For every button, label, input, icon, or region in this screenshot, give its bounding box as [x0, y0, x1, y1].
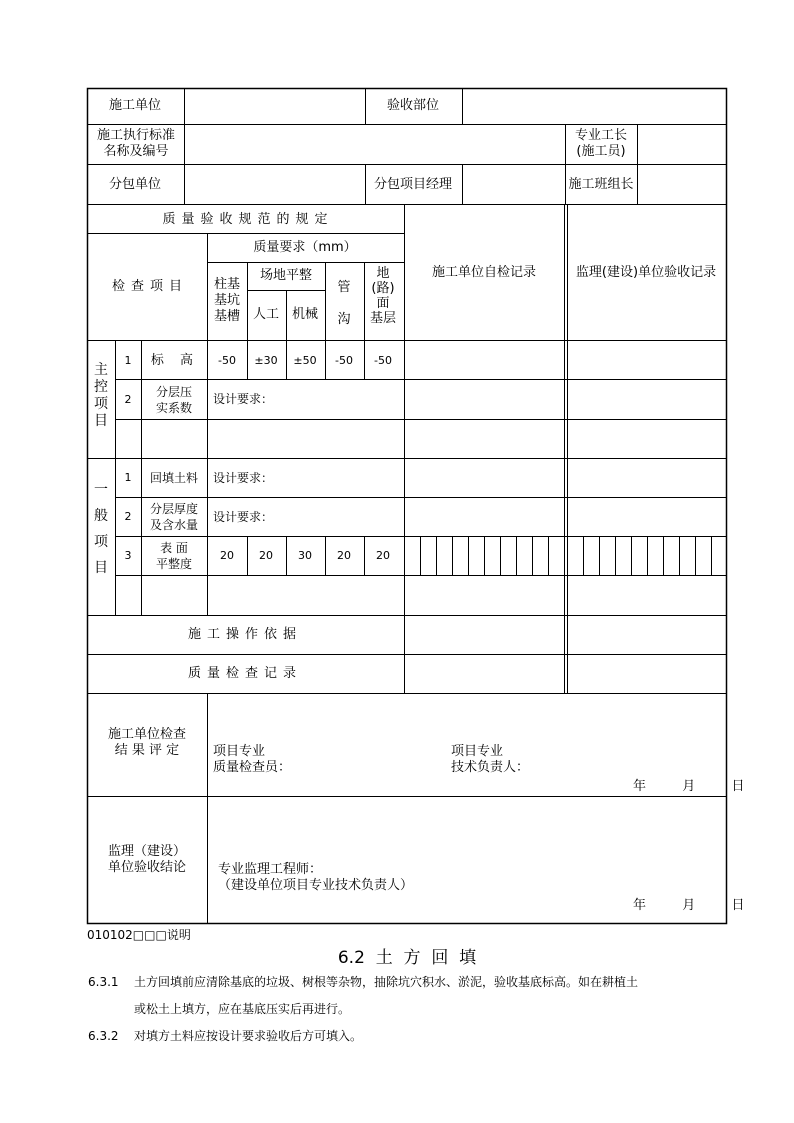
quality-record-label: 质量检查记录 — [187, 666, 303, 681]
general-row-3-val-3: 30 — [298, 549, 312, 562]
general-row-1-name: 回填土料 — [149, 471, 199, 485]
foreman-label: 专业工长 (施工员) — [574, 128, 628, 159]
note-1-line-1: 土方回填前应清除基底的垃圾、树根等杂物，抽除坑穴积水、淤泥，验收基底标高。如在耕植土 — [134, 975, 639, 989]
general-items-label: 一 般 项 目 — [94, 482, 108, 576]
note-2-no: 6.3.2 — [88, 1029, 119, 1043]
note-1-no: 6.3.1 — [88, 975, 119, 989]
general-row-3-name: 表 面 平整度 — [155, 541, 193, 571]
main-row-1-val-5: -50 — [374, 354, 392, 367]
main-row-2-design: 设计要求： — [213, 392, 274, 406]
main-row-1-val-4: -50 — [335, 354, 353, 367]
section-title: 6.2 土 方 回 填 — [337, 948, 477, 968]
main-row-1-val-1: -50 — [218, 354, 236, 367]
general-row-3-val-4: 20 — [337, 549, 351, 562]
result-label: 施工单位检查 结 果 评 定 — [107, 727, 187, 758]
col-ground-label: 地 (路) 面 基层 — [369, 266, 397, 326]
col-machine-label: 机械 — [291, 307, 319, 322]
main-row-2-name: 分层压 实系数 — [155, 385, 193, 415]
col-manual-label: 人工 — [252, 307, 280, 322]
operation-basis-label: 施工操作依据 — [187, 627, 303, 642]
quality-inspector-label: 项目专业 质量检查员： — [213, 744, 292, 775]
supervising-engineer-label: 专业监理工程师： （建设单位项目专业技术负责人） — [218, 862, 414, 893]
general-row-3-val-1: 20 — [220, 549, 234, 562]
note-1-line-2: 或松土上填方，应在基底压实后再进行。 — [134, 1002, 351, 1016]
general-row-3-val-2: 20 — [259, 549, 273, 562]
tech-lead-label: 项目专业 技术负责人： — [451, 744, 530, 775]
quality-requirement-label: 质量要求（mm） — [253, 240, 357, 255]
supervisor-check-label: 监理(建设)单位验收记录 — [575, 265, 717, 280]
form-code: 010102□□□说明 — [87, 928, 191, 942]
general-row-1-design: 设计要求： — [213, 471, 274, 485]
general-row-2-name: 分层厚度 及含水量 — [149, 502, 199, 532]
col-pit-label: 柱基 基坑 基槽 — [213, 277, 241, 324]
inspect-items-label: 检查项目 — [111, 279, 189, 294]
main-row-1-val-3: ±50 — [293, 354, 317, 367]
team-leader-label: 施工班组长 — [568, 177, 634, 192]
general-row-2-design: 设计要求： — [213, 510, 274, 524]
general-row-1-no: 1 — [124, 471, 132, 484]
col-site-label: 场地平整 — [259, 268, 313, 283]
main-items-label: 主 控 项 目 — [94, 362, 108, 429]
general-row-3-val-5: 20 — [376, 549, 390, 562]
general-row-3-no: 3 — [124, 549, 132, 562]
sub-manager-label: 分包项目经理 — [373, 177, 453, 192]
spec-heading: 质量验收规范的规定 — [162, 212, 334, 227]
inspection-part-label: 验收部位 — [386, 98, 440, 113]
main-row-1-val-2: ±30 — [254, 354, 278, 367]
standard-label: 施工执行标准 名称及编号 — [96, 128, 176, 159]
col-pipe-label: 管 沟 — [337, 280, 351, 327]
main-row-1-name: 标 高 — [150, 353, 200, 368]
main-row-1-no: 1 — [124, 354, 132, 367]
result-date: 年 月 日 — [633, 779, 745, 794]
construction-unit-label: 施工单位 — [108, 98, 162, 113]
main-row-2-no: 2 — [124, 393, 132, 406]
conclusion-date: 年 月 日 — [633, 898, 745, 913]
self-check-label: 施工单位自检记录 — [431, 265, 537, 280]
subcontractor-label: 分包单位 — [108, 177, 162, 192]
note-2-line-1: 对填方土料应按设计要求验收后方可填入。 — [134, 1029, 363, 1043]
conclusion-label: 监理（建设） 单位验收结论 — [107, 844, 187, 875]
general-row-2-no: 2 — [124, 510, 132, 523]
